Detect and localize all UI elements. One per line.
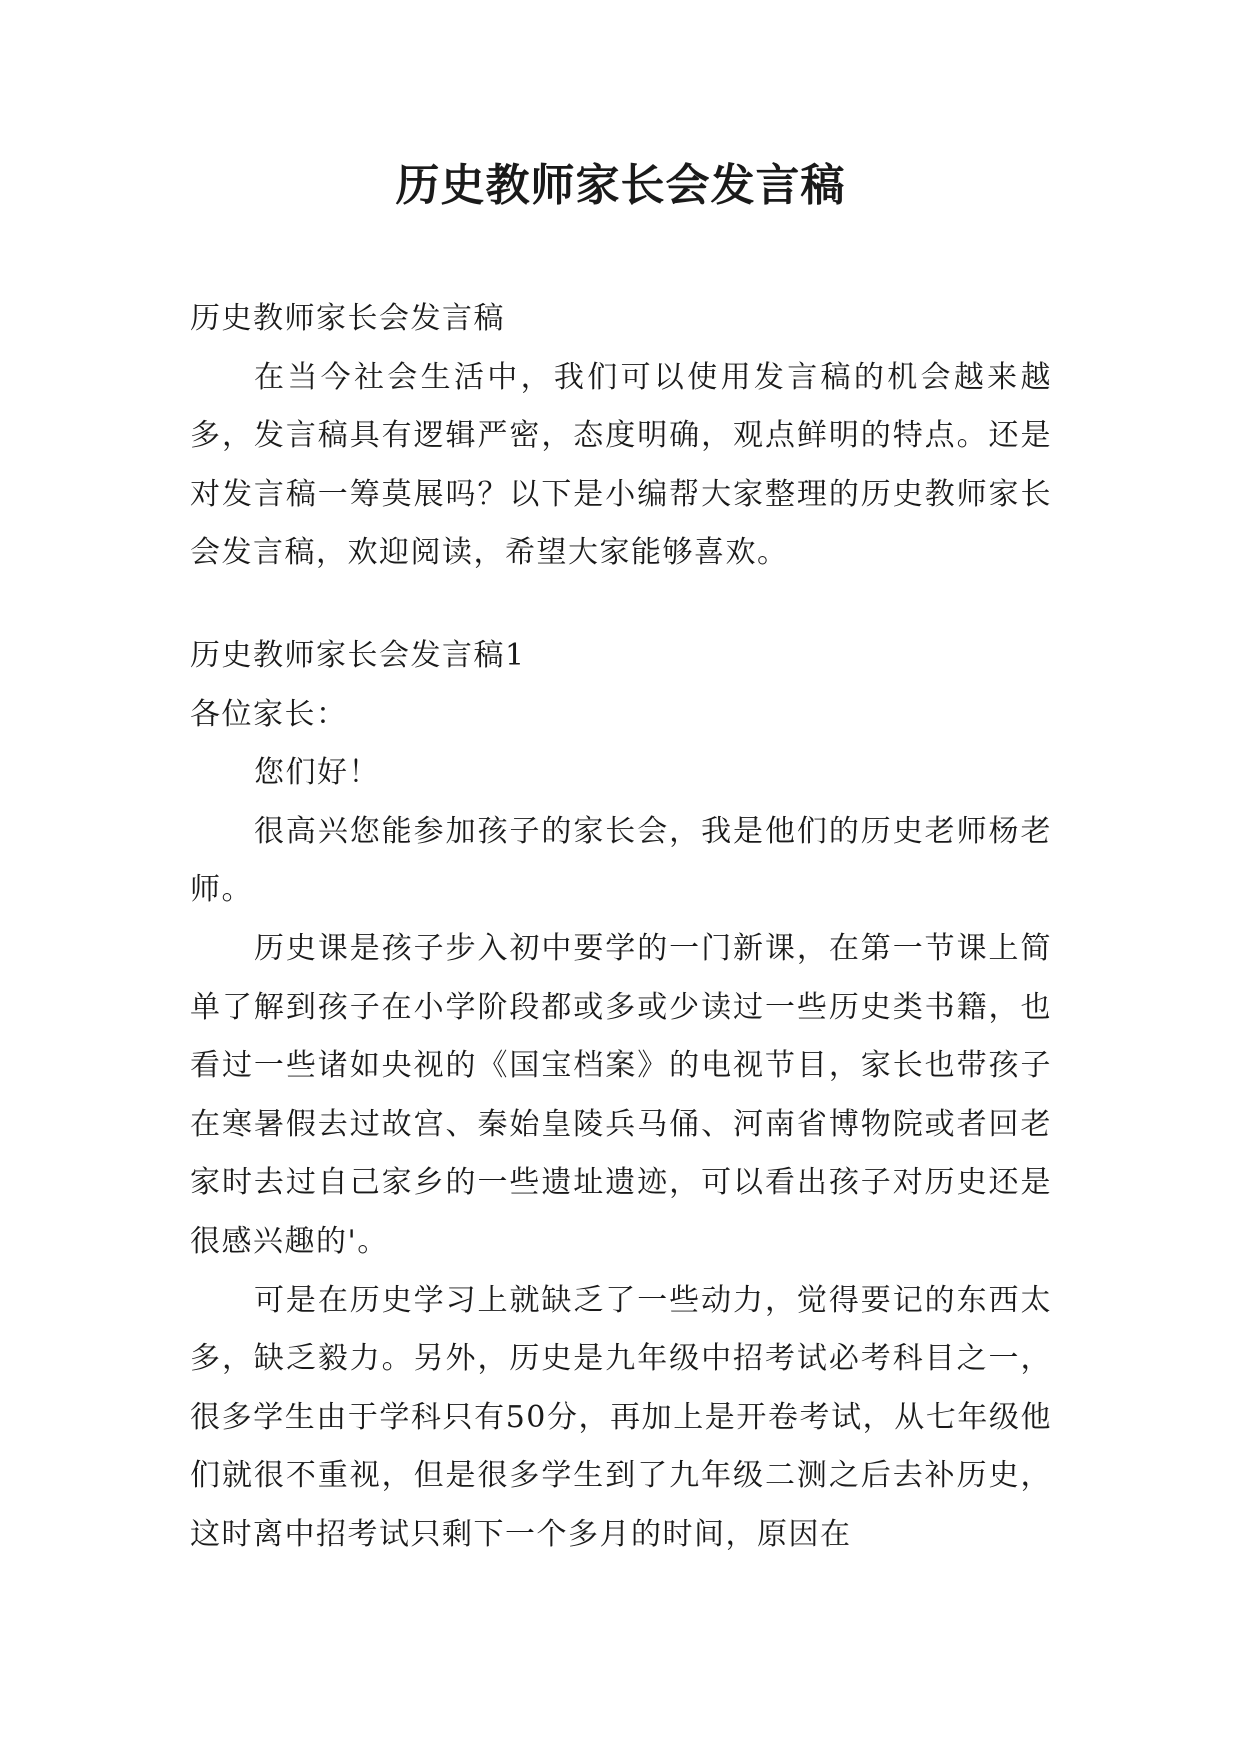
body-paragraph: 历史课是孩子步入初中要学的一门新课，在第一节课上简单了解到孩子在小学阶段都或多或少读过一些历史类书籍，也看过一些诸如央视的《国宝档案》的电视节目，家长也带孩子在寒暑假去过故宫、秦始皇陵兵马俑、河南省博物院或者回老家时去过自己家乡的一些遗址遗迹，可以看出孩子对历史还是很感兴趣的'。 bbox=[190, 930, 1052, 1259]
section-spacer bbox=[190, 583, 1052, 627]
greeting: 您们好！ bbox=[254, 755, 380, 791]
body-paragraph: 可是在历史学习上就缺乏了一些动力，觉得要记的东西太多，缺乏毅力。另外，历史是九年级中招考试必考科目之一，很多学生由于学科只有50分，再加上是开卷考试，从七年级他们就很不重视，但是很多学生到了九年级二测之后去补历史，这时离中招考试只剩下一个多月的时间，原因在 bbox=[190, 1282, 1052, 1552]
intro-paragraph: 在当今社会生活中，我们可以使用发言稿的机会越来越多，发言稿具有逻辑严密，态度明确，观点鲜明的特点。还是对发言稿一筹莫展吗？以下是小编帮大家整理的历史教师家长会发言稿，欢迎阅读，希望大家能够喜欢。 bbox=[190, 359, 1052, 571]
document-title: 历史教师家长会发言稿 bbox=[395, 160, 846, 211]
salutation: 各位家长： bbox=[190, 696, 348, 732]
body-paragraph: 很高兴您能参加孩子的家长会，我是他们的历史老师杨老师。 bbox=[190, 813, 1052, 908]
document-body bbox=[190, 290, 1052, 1564]
document-subtitle: 历史教师家长会发言稿 bbox=[190, 301, 505, 336]
section-heading: 历史教师家长会发言稿1 bbox=[190, 637, 526, 673]
